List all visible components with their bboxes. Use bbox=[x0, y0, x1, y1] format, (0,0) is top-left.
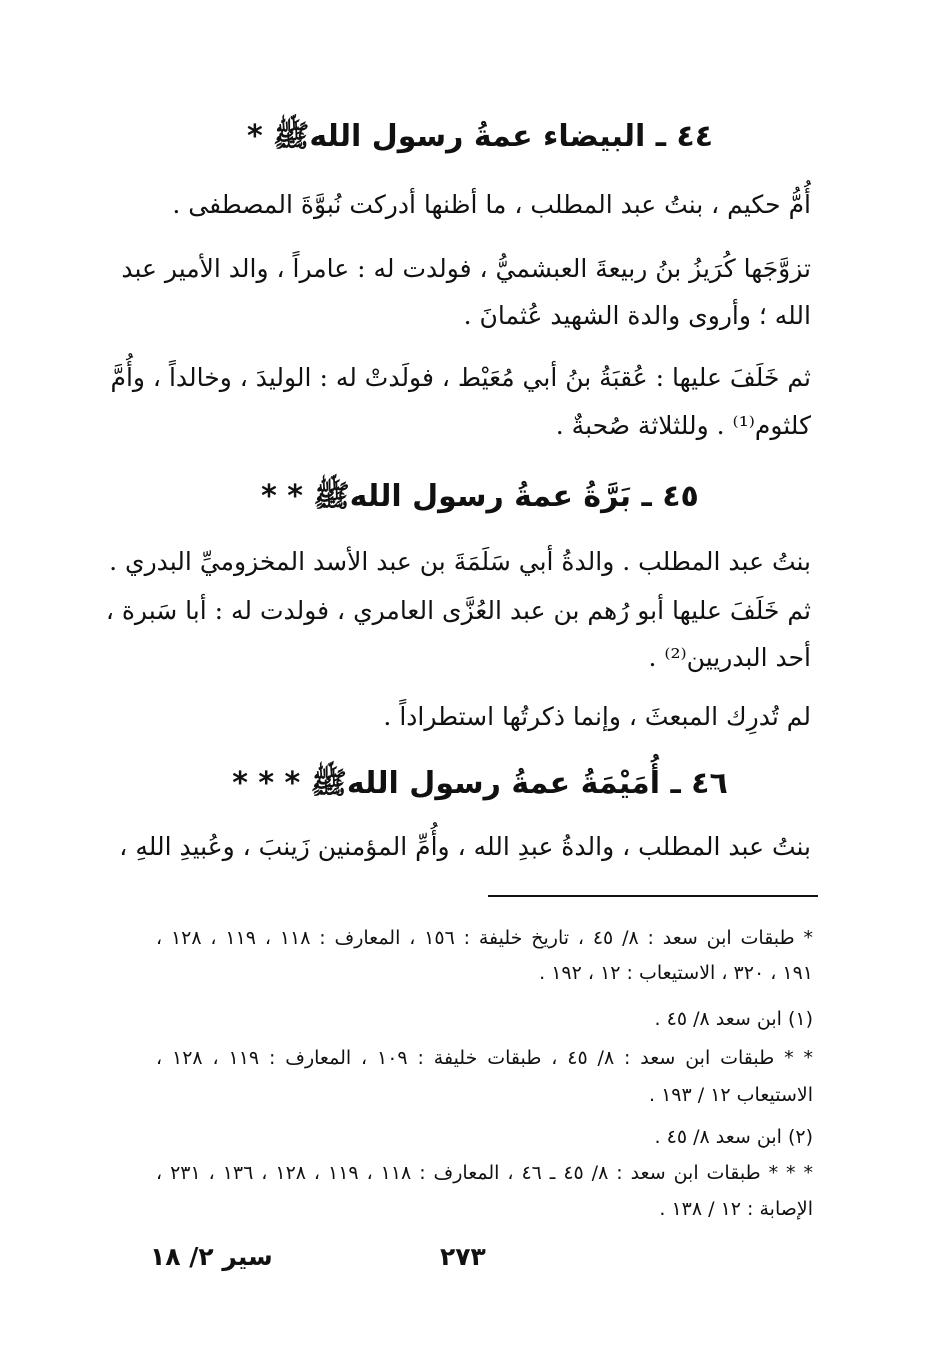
paragraph-line: ثم خَلَفَ عليها أبو رُهم بن عبد العُزَّى العامري ، فولدت له : أبا سَبرة ، bbox=[105, 596, 811, 625]
paragraph-line: الله ؛ وأروى والدة الشهيد عُثمانَ . bbox=[463, 301, 811, 330]
page-number: ٢٧٣ bbox=[440, 1242, 486, 1271]
footnote-line: * * * طبقات ابن سعد : ٨/ ٤٥ ـ ٤٦ ، المعارف : ١١٨ ، ١١٩ ، ١٢٨ ، ١٣٦ ، ٢٣١ ، bbox=[156, 1162, 813, 1184]
paragraph-line: بنتُ عبد المطلب . والدةُ أبي سَلَمَةَ بن عبد الأسد المخزوميِّ البدري . bbox=[109, 547, 811, 576]
footnote-line: الاستيعاب ١٢ / ١٩٣ . bbox=[648, 1084, 813, 1106]
paragraph-line: تزوَّجَها كُرَيزُ بنُ ربيعةَ العبشميُّ ، فولدت له : عامراً ، والد الأمير عبد bbox=[121, 254, 811, 283]
paragraph-line: لم تُدرِك المبعثَ ، وإنما ذكرتُها استطراداً . bbox=[383, 702, 811, 731]
paragraph-line: كلثوم⁽¹⁾ . وللثلاثة صُحبةٌ . bbox=[555, 411, 811, 440]
footnote-separator bbox=[488, 895, 818, 897]
signature-mark: سير ٢/ ١٨ bbox=[150, 1242, 273, 1271]
paragraph-line: بنتُ عبد المطلب ، والدةُ عبدِ الله ، وأُمِّ المؤمنين زَينبَ ، وعُبيدِ اللهِ ، bbox=[119, 832, 811, 861]
footnote-line: * * طبقات ابن سعد : ٨/ ٤٥ ، طبقات خليفة : ١٠٩ ، المعارف : ١١٩ ، ١٢٨ ، bbox=[156, 1047, 813, 1069]
footnote-line: * طبقات ابن سعد : ٨/ ٤٥ ، تاريخ خليفة : ١٥٦ ، المعارف : ١١٨ ، ١١٩ ، ١٢٨ ، bbox=[156, 927, 813, 949]
paragraph-line: أُمُّ حكيم ، بنتُ عبد المطلب ، ما أظنها أدركت نُبوَّةَ المصطفى . bbox=[172, 190, 811, 219]
footnote-line: الإصابة : ١٢ / ١٣٨ . bbox=[659, 1198, 813, 1220]
entry-heading-44: ٤٤ ـ البيضاء عمةُ رسول اللهﷺ * bbox=[246, 119, 714, 154]
paragraph-line: ثم خَلَفَ عليها : عُقبَةُ بنُ أبي مُعَيْط ، فولَدتْ له : الوليدَ ، وخالداً ، وأُمَّ bbox=[110, 363, 811, 392]
entry-heading-46: ٤٦ ـ أُمَيْمَةُ عمةُ رسول اللهﷺ * * * bbox=[232, 766, 728, 801]
footnote-line: ١٩١ ، ٣٢٠ ، الاستيعاب : ١٢ ، ١٩٢ . bbox=[539, 962, 813, 984]
entry-heading-45: ٤٥ ـ بَرَّةُ عمةُ رسول اللهﷺ * * bbox=[261, 479, 699, 514]
paragraph-line: أحد البدريين⁽²⁾ . bbox=[648, 643, 811, 672]
footnote-line: (١) ابن سعد ٨/ ٤٥ . bbox=[654, 1008, 813, 1030]
footnote-line: (٢) ابن سعد ٨/ ٤٥ . bbox=[654, 1126, 813, 1148]
